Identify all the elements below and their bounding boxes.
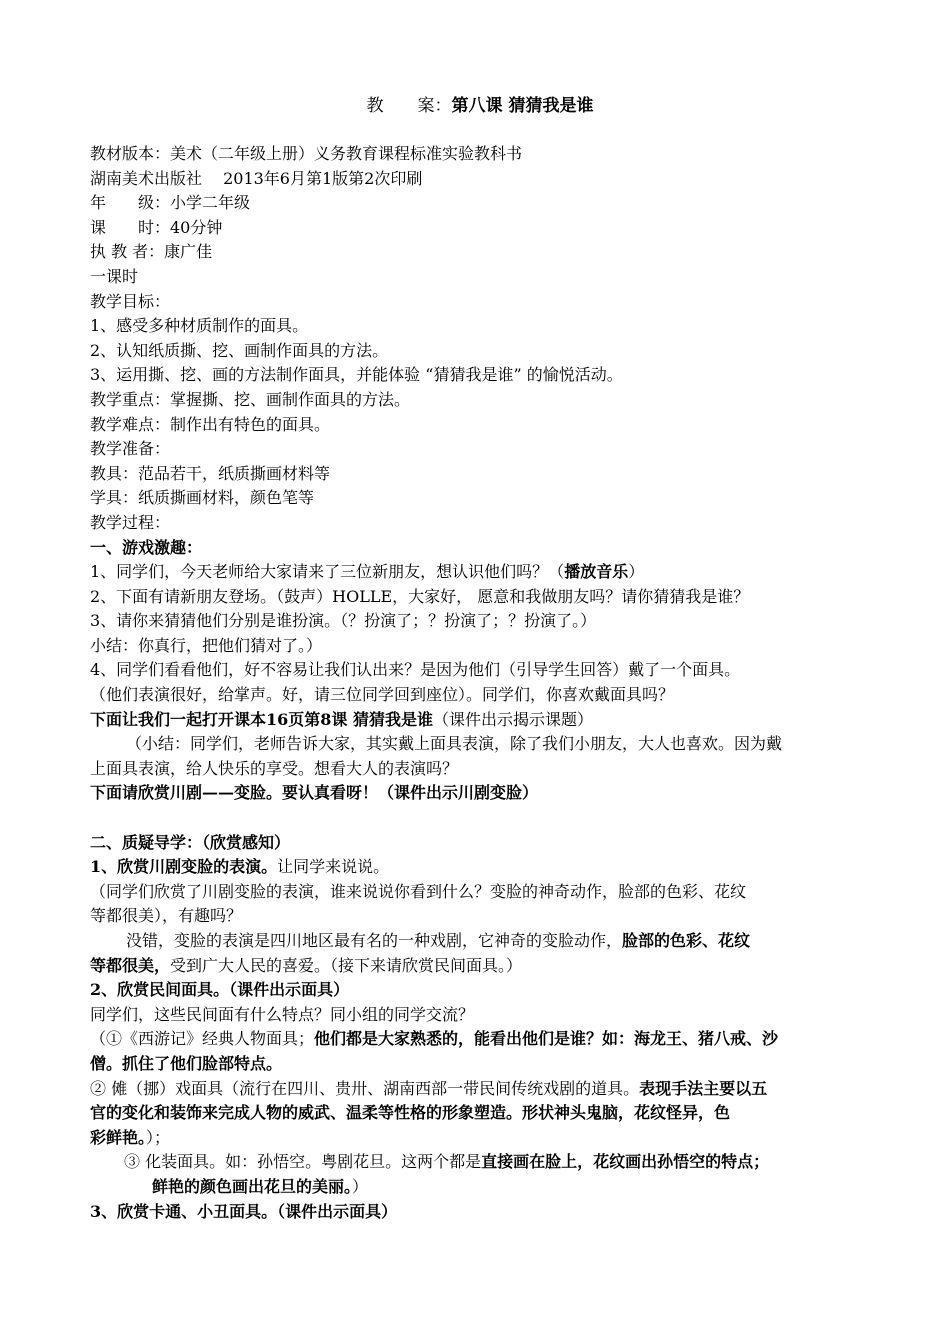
section1-line-4a: 4、同学们看看他们，好不容易让我们认出来？是因为他们（引导学生回答）戴了一个面具。 bbox=[90, 660, 741, 680]
section2-line-2d bbox=[90, 1077, 870, 1102]
section2-line-2h bbox=[90, 1175, 870, 1200]
section2-item-3: 3、欣赏卡通、小丑面具。（课件出示面具） bbox=[90, 1201, 398, 1221]
duration-line: 课 时：40分钟 bbox=[90, 217, 223, 237]
section1-heading: 一、游戏激趣： bbox=[90, 537, 203, 557]
goal-item: 1、感受多种材质制作的面具。 bbox=[90, 316, 309, 336]
text-run: ） bbox=[628, 562, 645, 582]
bold-run: 下面让我们一起打开课本16页第8课 猜猜我是谁 bbox=[90, 709, 433, 729]
text-run: 没错，变脸的表演是四川地区最有名的一种戏剧，它神奇的变脸动作， bbox=[126, 931, 623, 950]
publisher-line: 湖南美术出版社 2013年6月第1版第2次印刷 bbox=[90, 168, 423, 188]
section2-line-2a: 同学们，这些民间面有什么特点？同小组的同学交流？ bbox=[90, 1004, 475, 1024]
section2-item-2: 2、欣赏民间面具。（课件出示面具） bbox=[90, 980, 350, 1000]
section1-line-6a: （小结：同学们，老师告诉大家，其实戴上面具表演，除了我们小朋友，大人也喜欢。因为戴 bbox=[126, 734, 783, 754]
page-title bbox=[90, 94, 870, 118]
teacher-line: 执 教 者：康广佳 bbox=[90, 242, 213, 262]
section2-line-1d bbox=[90, 954, 870, 979]
text-run: 让同学来说说。 bbox=[277, 857, 390, 877]
grade-line: 年 级：小学二年级 bbox=[90, 193, 251, 213]
section2-line-2c: 僧。抓住了他们脸部特点。 bbox=[90, 1053, 283, 1073]
goals-heading: 教学目标： bbox=[90, 291, 171, 311]
section1-line-1 bbox=[90, 560, 870, 585]
section1-line-6b: 上面具表演，给人快乐的享受。想看大人的表演吗？ bbox=[90, 758, 459, 778]
section2-line-2b bbox=[90, 1027, 870, 1052]
student-tools-line: 学具：纸质撕画材料，颜色笔等 bbox=[90, 488, 315, 508]
bold-run: 脸部的色彩、花纹 bbox=[622, 931, 751, 950]
section2-line-1b: 等都很美），有趣吗？ bbox=[90, 906, 243, 926]
goal-item: 3、运用撕、挖、画的方法制作面具，并能体验 “猜猜我是谁” 的愉悦活动。 bbox=[90, 365, 623, 385]
section2-line-2f bbox=[90, 1126, 870, 1151]
goal-item: 2、认知纸质撕、挖、画制作面具的方法。 bbox=[90, 340, 389, 360]
section1-summary: 小结：你真行，把他们猜对了。） bbox=[90, 635, 323, 655]
text-run: 1、同学们，今天老师给大家请来了三位新朋友，想认识他们吗？（ bbox=[90, 562, 565, 582]
text-run: ） bbox=[352, 1176, 369, 1196]
periods-line: 一课时 bbox=[90, 266, 139, 286]
text-run: （课件出示揭示课题） bbox=[432, 709, 593, 729]
section1-line-5 bbox=[90, 708, 870, 733]
section1-line-2: 2、下面有请新朋友登场。（鼓声）HOLLE，大家好， 愿意和我做朋友吗？请你猜猜我是谁？ bbox=[90, 586, 750, 606]
bold-run: 他们都是大家熟悉的，能看出他们是谁？如：海龙王、猪八戒、沙 bbox=[314, 1029, 779, 1049]
section1-line-4b: （他们表演很好，给掌声。好，请三位同学回到座位）。同学们，你喜欢戴面具吗？ bbox=[90, 685, 675, 705]
text-run: ）； bbox=[146, 1127, 171, 1147]
section1-line-3: 3、请你来猜猜他们分别是谁扮演。（？扮演了；？扮演了；？扮演了。） bbox=[90, 611, 597, 631]
section2-line-2e: 官的变化和装饰来完成人物的威武、温柔等性格的形象塑造。形状神头鬼脑，花纹怪异，色 bbox=[90, 1103, 731, 1123]
bold-run: 等都很美， bbox=[90, 955, 171, 975]
section2-item-1 bbox=[90, 855, 870, 880]
text-run: 受到广大人民的喜爱。（接下来请欣赏民间面具。） bbox=[170, 955, 523, 975]
section2-line-1c bbox=[90, 929, 870, 954]
text-run: ② 傩（挪）戏面具（流行在四川、贵卅、湖南西部一带民间传统戏剧的道具。 bbox=[90, 1078, 640, 1098]
title-prefix: 教 案： bbox=[366, 96, 452, 116]
title-main: 第八课 猜猜我是谁 bbox=[451, 96, 594, 116]
bold-run: 播放音乐 bbox=[564, 562, 629, 582]
process-heading: 教学过程： bbox=[90, 512, 171, 532]
section2-line-1a: （同学们欣赏了川剧变脸的表演，谁来说说你看到什么？变脸的神奇动作，脸部的色彩、花纹 bbox=[90, 881, 747, 901]
blank-line bbox=[90, 806, 870, 831]
key-point-line: 教学重点：掌握撕、挖、画制作面具的方法。 bbox=[90, 389, 411, 409]
bold-run: 鲜艳的颜色画出花旦的美丽。 bbox=[152, 1176, 353, 1196]
difficulty-line: 教学难点：制作出有特色的面具。 bbox=[90, 414, 331, 434]
bold-run: 1、欣赏川剧变脸的表演。 bbox=[90, 857, 278, 877]
text-run: ③ 化装面具。如：孙悟空。粤剧花旦。这两个都是 bbox=[124, 1152, 482, 1172]
section2-line-2g bbox=[90, 1150, 870, 1175]
bold-run: 表现手法主要以五 bbox=[639, 1078, 768, 1098]
teacher-tools-line: 教具：范品若干，纸质撕画材料等 bbox=[90, 463, 331, 483]
section2-heading: 二、质疑导学：（欣赏感知） bbox=[90, 832, 291, 852]
text-run: （①《西游记》经典人物面具； bbox=[90, 1029, 315, 1049]
prep-heading: 教学准备： bbox=[90, 439, 171, 459]
bold-run: 直接画在脸上，花纹画出孙悟空的特点； bbox=[481, 1152, 770, 1172]
textbook-line: 教材版本：美术（二年级上册）义务教育课程标准实验教科书 bbox=[90, 144, 523, 163]
lesson-plan-page bbox=[90, 94, 870, 1224]
section1-line-7: 下面请欣赏川剧——变脸。要认真看呀！（课件出示川剧变脸） bbox=[90, 783, 539, 803]
bold-run: 彩鲜艳。 bbox=[90, 1127, 147, 1147]
